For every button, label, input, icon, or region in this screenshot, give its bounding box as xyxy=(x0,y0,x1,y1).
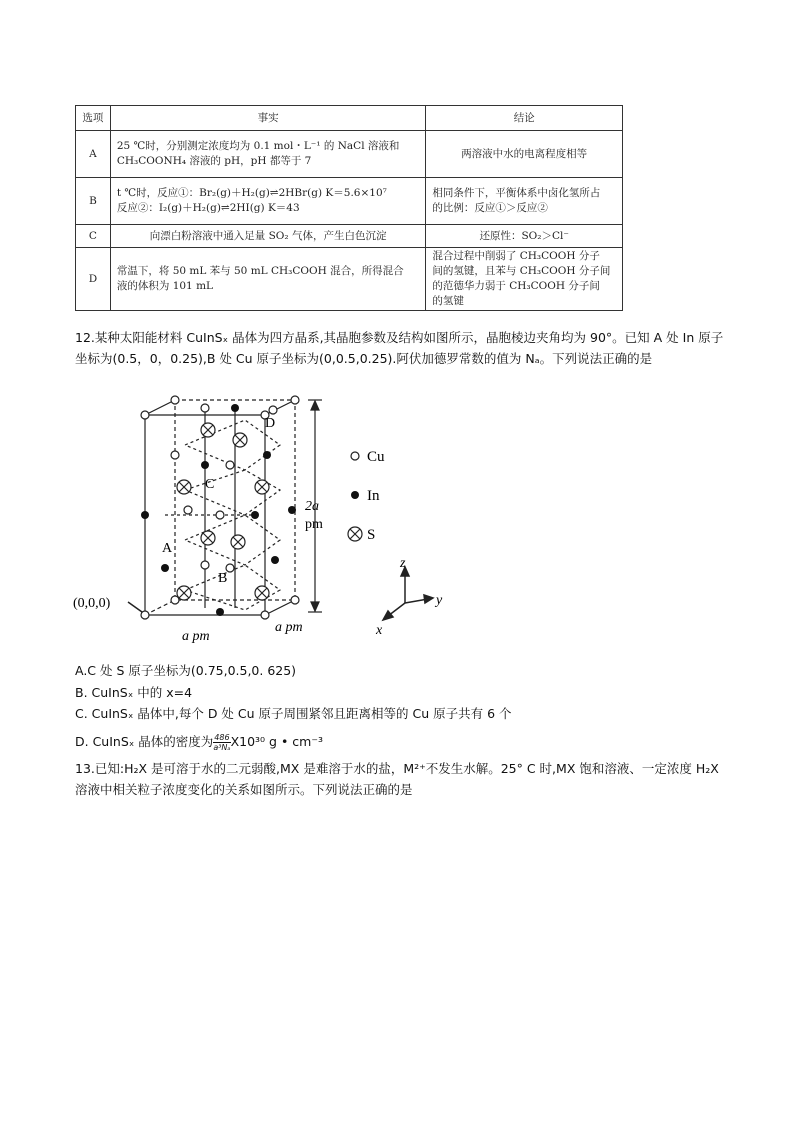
label-height-num: 2a xyxy=(305,499,319,514)
axes-icon xyxy=(383,567,433,620)
row-fact xyxy=(110,178,426,225)
option-b: B. CuInSₓ 中的 x=4 xyxy=(75,685,193,700)
fact-line: 25 ℃时，分别测定浓度均为 0.1 mol・L⁻¹ 的 NaCl 溶液和 xyxy=(116,140,400,152)
conclusion-line: 还原性：SO₂＞Cl⁻ xyxy=(479,229,569,242)
comparison-table xyxy=(75,105,623,311)
row-fact xyxy=(110,225,426,248)
header-option: 选项 xyxy=(76,106,111,131)
conclusion-line: 相同条件下，平衡体系中卤化氢所占 xyxy=(432,187,601,199)
row-option: B xyxy=(76,178,111,225)
legend-cu: Cu xyxy=(367,449,385,465)
axis-x: x xyxy=(376,623,383,638)
conclusion-line: 两溶液中水的电离程度相等 xyxy=(461,147,588,160)
conclusion-line: 混合过程中削弱了 CH₃COOH 分子 xyxy=(432,250,600,262)
row-conclusion xyxy=(426,225,623,248)
row-conclusion xyxy=(426,248,623,311)
label-d: D xyxy=(265,416,276,431)
label-origin: (0,0,0) xyxy=(73,596,111,611)
legend xyxy=(348,449,385,543)
label-c: C xyxy=(205,477,215,492)
option-d-prefix: D. CuInSₓ 晶体的密度为 xyxy=(75,734,214,749)
in-legend-icon xyxy=(351,491,359,499)
row-fact xyxy=(110,248,426,311)
option-d xyxy=(75,732,323,752)
fact-line: 向漂白粉溶液中通入足量 SO₂ 气体，产生白色沉淀 xyxy=(149,229,387,242)
conclusion-line: 的比例：反应①＞反应② xyxy=(432,202,548,214)
option-a: A.C 处 S 原子坐标为(0.75,0.5,0. 625) xyxy=(75,663,297,678)
header-fact: 事实 xyxy=(110,106,426,131)
fraction-denominator: a³Nₐ xyxy=(213,743,231,752)
axis-y: y xyxy=(436,593,443,608)
table-row xyxy=(76,178,623,225)
crystal-cell-figure xyxy=(70,390,470,645)
table-row xyxy=(76,131,623,178)
header-conclusion: 结论 xyxy=(426,106,623,131)
option-d-suffix: X10³⁰ g • cm⁻³ xyxy=(230,734,323,749)
question-13-text: 13.已知:H₂X 是可溶于水的二元弱酸,MX 是难溶于水的盐，M²⁺不发生水解。25° C 时,MX 饱和溶液、一定浓度 H₂X 溶液中相关粒子浓度变化的关系如图所示。下列说法正确的是 xyxy=(75,761,719,797)
density-fraction xyxy=(213,733,230,752)
row-option: C xyxy=(76,225,111,248)
cu-legend-icon xyxy=(351,452,359,460)
label-a: A xyxy=(162,541,173,556)
fact-line: 常温下，将 50 mL 苯与 50 mL CH₃COOH 混合，所得混合 xyxy=(116,265,404,277)
table-row xyxy=(76,248,623,311)
option-c: C. CuInSₓ 晶体中,每个 D 处 Cu 原子周围紧邻且距离相等的 Cu 原子共有 6 个 xyxy=(75,706,512,721)
row-conclusion xyxy=(426,178,623,225)
label-height-unit: pm xyxy=(305,517,323,532)
question-12-text: 12.某种太阳能材料 CuInSₓ 晶体为四方晶系,其晶胞参数及结构如图所示，晶胞棱边夹角均为 90°。已知 A 处 In 原子坐标为(0.5，0，0.25),B 处 Cu 原子坐标为(0,0.5,0.25).阿伏加德罗常数的值为 Nₐ。下列说法正确的是 xyxy=(75,330,724,366)
legend-in: In xyxy=(367,488,380,504)
conclusion-line: 间的氢键，且苯与 CH₃COOH 分子间 xyxy=(432,265,611,277)
label-a-pm-1: a pm xyxy=(182,629,210,644)
s-legend-icon xyxy=(348,527,362,541)
legend-s: S xyxy=(367,527,376,543)
row-fact xyxy=(110,131,426,178)
axis-z: z xyxy=(400,556,406,571)
label-a-pm-2: a pm xyxy=(275,620,303,635)
row-option: A xyxy=(76,131,111,178)
fact-line: CH₃COONH₄ 溶液的 pH，pH 都等于 7 xyxy=(116,155,312,167)
fraction-numerator: 486 xyxy=(214,733,230,742)
table-row xyxy=(76,225,623,248)
fact-line: t ℃时，反应①：Br₂(g)＋H₂(g)⇌2HBr(g) K＝5.6×10⁷ xyxy=(116,187,387,199)
conclusion-line: 的范德华力弱于 CH₃COOH 分子间 xyxy=(432,280,600,292)
fact-line: 液的体积为 101 mL xyxy=(116,280,214,292)
conclusion-line: 的氢键 xyxy=(432,295,464,307)
row-conclusion xyxy=(426,131,623,178)
label-b: B xyxy=(218,571,228,586)
row-option: D xyxy=(76,248,111,311)
fact-line: 反应②：I₂(g)＋H₂(g)⇌2HI(g) K＝43 xyxy=(116,202,300,214)
